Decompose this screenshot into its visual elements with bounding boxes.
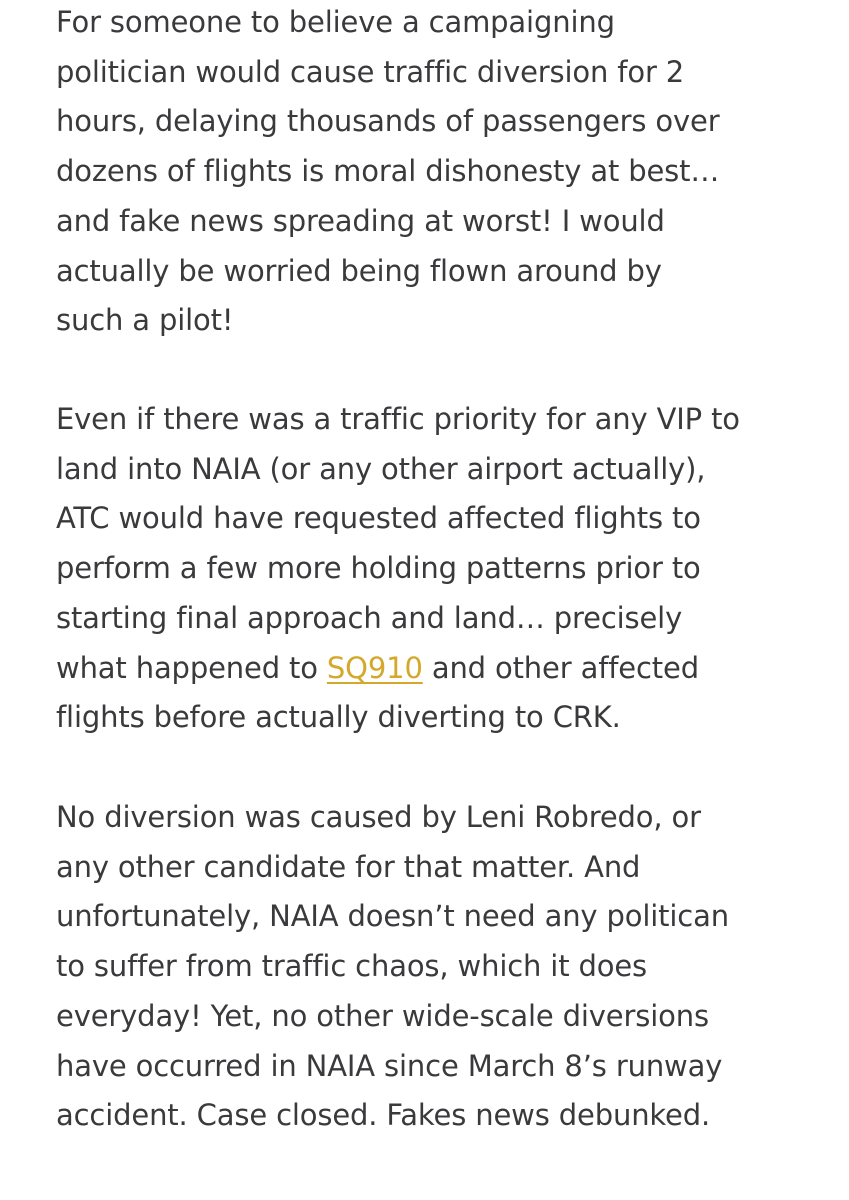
text-line: any other candidate for that matter. And [56, 849, 641, 884]
text-line: politician would cause traffic diversion for 2 [56, 54, 685, 89]
text-line: Even if there was a traffic priority for any VIP to [56, 402, 740, 436]
text-line: accident. Case closed. Fakes news debunked. [56, 1098, 711, 1133]
text-line: and fake news spreading at worst! I would [56, 203, 665, 238]
text-line: everyday! Yet, no other wide-scale diversions [56, 998, 709, 1033]
paragraph-3 [56, 793, 729, 1141]
text-line: such a pilot! [56, 303, 234, 338]
flight-sq910-link[interactable]: SQ910 [326, 650, 423, 685]
text-line: land into NAIA (or any other airport actually), [56, 451, 706, 486]
text-line: have occurred in NAIA since March 8’s runway [56, 1048, 723, 1083]
link-line-before: what happened to [56, 650, 327, 685]
text-line: No diversion was caused by Leni Robredo, or [56, 800, 701, 834]
paragraph-1 [56, 0, 720, 346]
text-line-with-link [56, 644, 740, 694]
text-line: For someone to believe a campaigning [56, 5, 615, 39]
text-line: perform a few more holding patterns prior to [56, 551, 701, 586]
text-line: unfortunately, NAIA doesn’t need any politican [56, 899, 729, 934]
text-line: flights before actually diverting to CRK. [56, 700, 621, 735]
text-line: starting final approach and land… precisely [56, 600, 683, 635]
paragraph-2 [56, 395, 740, 743]
link-line-after: and other affected [422, 650, 699, 685]
text-line: ATC would have requested affected flights to [56, 501, 701, 536]
text-line: dozens of flights is moral dishonesty at best… [56, 154, 720, 189]
text-line: hours, delaying thousands of passengers over [56, 104, 720, 139]
text-line: actually be worried being flown around by [56, 253, 662, 288]
text-line: to suffer from traffic chaos, which it does [56, 949, 648, 984]
